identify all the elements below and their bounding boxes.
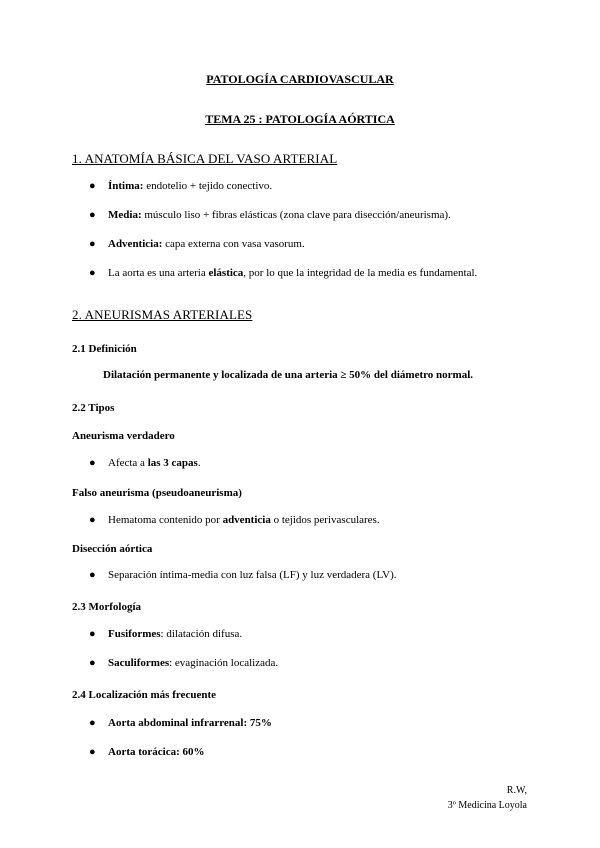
bullet-icon: ● — [89, 180, 96, 192]
type-heading: Aneurisma verdadero — [72, 430, 175, 442]
description: Hematoma contenido por — [108, 514, 223, 526]
list-item — [89, 717, 272, 729]
list-item — [89, 180, 272, 192]
description: capa externa con vasa vasorum. — [162, 238, 305, 250]
type-heading: Falso aneurisma (pseudoaneurisma) — [72, 487, 242, 499]
term: Media: — [108, 209, 142, 221]
footer-course: 3º Medicina Loyola — [447, 800, 527, 811]
list-item — [89, 238, 305, 250]
description: La aorta es una arteria — [108, 267, 209, 279]
list-item — [89, 514, 380, 526]
subsection-heading: 2.4 Localización más frecuente — [72, 689, 216, 701]
bullet-icon: ● — [89, 746, 96, 758]
bullet-icon: ● — [89, 514, 96, 526]
description: endotelio + tejido conectivo. — [143, 180, 273, 192]
term: elástica — [208, 267, 244, 279]
bullet-icon: ● — [89, 628, 96, 640]
description: . — [197, 457, 201, 469]
document-subtitle: TEMA 25 : PATOLOGÍA AÓRTICA — [205, 112, 395, 126]
term: adventicia — [222, 514, 271, 526]
description: Separación íntima-media con luz falsa (LF) y luz verdadera (LV). — [108, 569, 397, 581]
description: Afecta a — [108, 457, 148, 469]
list-item — [89, 457, 201, 469]
list-item — [89, 628, 242, 640]
term: Aorta abdominal infrarrenal: 75% — [108, 717, 272, 729]
description: : dilatación difusa. — [160, 628, 243, 640]
subsection-heading: 2.2 Tipos — [72, 402, 115, 414]
list-item — [89, 267, 477, 279]
section-2-heading: 2. ANEURISMAS ARTERIALES — [72, 307, 253, 322]
section-1-heading: 1. ANATOMÍA BÁSICA DEL VASO ARTERIAL — [72, 151, 338, 166]
bullet-icon: ● — [89, 457, 96, 469]
footer-author: R.W, — [506, 785, 527, 796]
list-item — [89, 657, 278, 669]
type-heading: Disección aórtica — [72, 543, 153, 555]
list-item — [89, 569, 397, 581]
bullet-icon: ● — [89, 569, 96, 581]
list-item — [89, 746, 205, 758]
term: Fusiformes — [108, 628, 161, 640]
document-title: PATOLOGÍA CARDIOVASCULAR — [206, 72, 394, 86]
bullet-icon: ● — [89, 717, 96, 729]
bullet-icon: ● — [89, 657, 96, 669]
subsection-heading: 2.1 Definición — [72, 343, 137, 355]
term: Saculiformes — [108, 657, 170, 669]
list-item — [89, 209, 451, 221]
definition-text: Dilatación permanente y localizada de una arteria ≥ 50% del diámetro normal. — [103, 369, 474, 381]
description: , por lo que la integridad de la media es fundamental. — [243, 267, 478, 279]
description: músculo liso + fibras elásticas (zona clave para disección/aneurisma). — [141, 209, 451, 221]
term: las 3 capas — [147, 457, 198, 469]
bullet-icon: ● — [89, 238, 96, 250]
description: : evaginación localizada. — [169, 657, 279, 669]
bullet-icon: ● — [89, 267, 96, 279]
subsection-heading: 2.3 Morfología — [72, 601, 142, 613]
footer — [448, 783, 527, 813]
bullet-icon: ● — [89, 209, 96, 221]
term: Aorta torácica: 60% — [108, 746, 205, 758]
description: o tejidos perivasculares. — [270, 514, 380, 526]
term: Íntima: — [108, 180, 144, 192]
term: Adventicia: — [108, 238, 163, 250]
